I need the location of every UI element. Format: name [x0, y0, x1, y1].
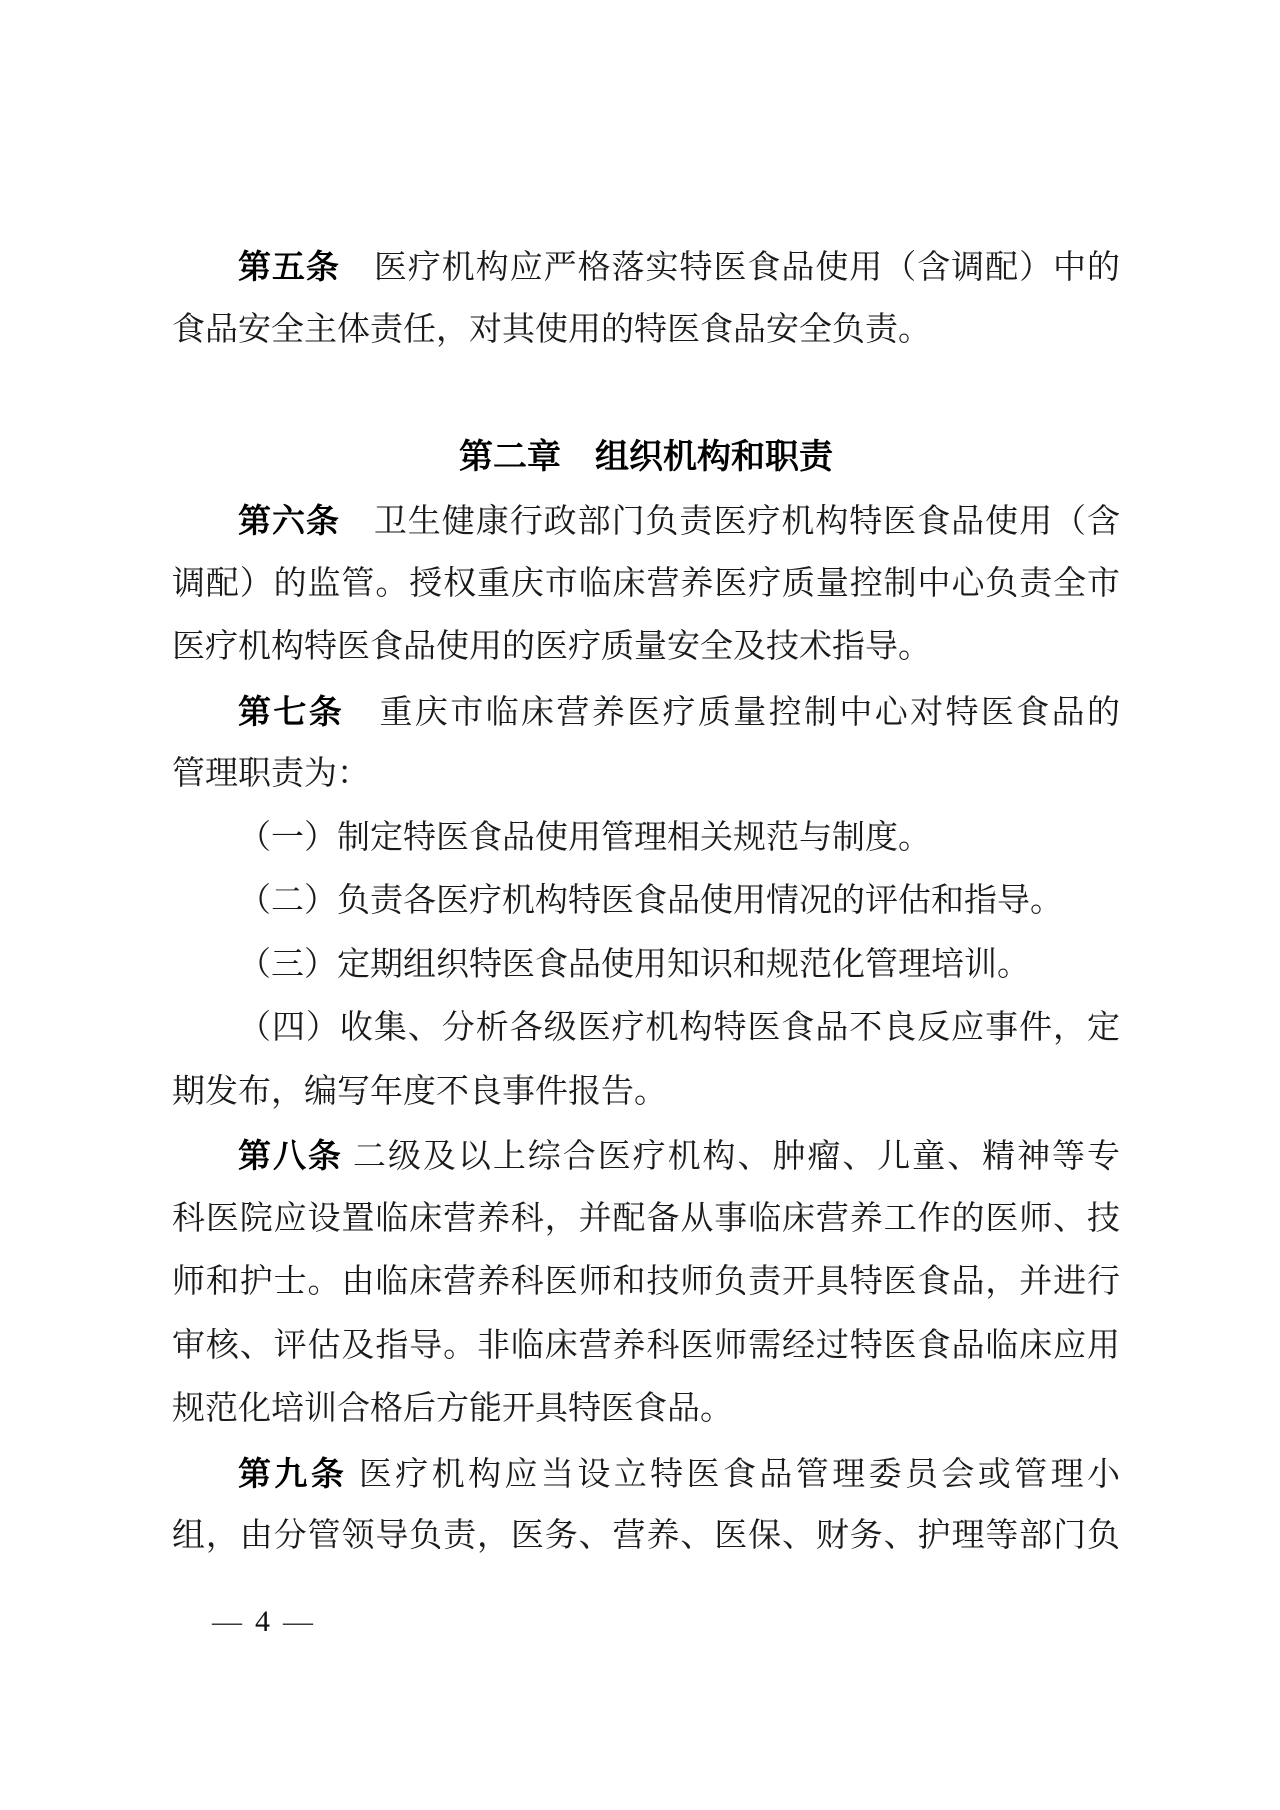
duty-item-1 [172, 807, 1120, 871]
article-8-line-5 [172, 1378, 1120, 1442]
footer-right-dash: — [283, 1605, 313, 1638]
article-8-text: 二级及以上综合医疗机构、肿瘤、儿童、精神等专 [342, 1139, 1120, 1175]
duty-item-2 [172, 870, 1120, 934]
article-9-opening-line [172, 1442, 1120, 1506]
article-7-text-2: 管理职责为： [172, 756, 370, 792]
page-number: 4 [255, 1605, 270, 1638]
article-8-opening-line [172, 1124, 1120, 1188]
article-9-line-2 [172, 1505, 1120, 1569]
article-6-text: 卫生健康行政部门负责医疗机构特医食品使用（含 [339, 504, 1120, 540]
duty-item-2-text: （二）负责各医疗机构特医食品使用情况的评估和指导。 [238, 883, 1063, 919]
article-7-number: 第七条 [238, 692, 345, 730]
article-8-line-2 [172, 1188, 1120, 1252]
article-5-number: 第五条 [238, 248, 340, 285]
article-8-text-4: 审核、评估及指导。非临床营养科医师需经过特医食品临床应用 [172, 1327, 1120, 1364]
chapter-2-heading: 第二章 组织机构和职责 [459, 437, 833, 476]
footer-left-dash: — [212, 1605, 242, 1638]
article-5-text: 医疗机构应严格落实特医食品使用（含调配）中的 [339, 250, 1120, 286]
duty-item-3-text: （三）定期组织特医食品使用知识和规范化管理培训。 [238, 946, 1030, 983]
article-7-opening-line [172, 680, 1120, 744]
article-9-text: 医疗机构应当设立特医食品管理委员会或管理小 [347, 1456, 1120, 1493]
page-footer [212, 1606, 313, 1638]
article-8-text-2: 科医院应设置临床营养科，并配备从事临床营养工作的医师、技 [172, 1200, 1120, 1237]
article-6-text-2: 调配）的监管。授权重庆市临床营养医疗质量控制中心负责全市 [172, 565, 1120, 602]
article-9-number: 第九条 [238, 1454, 348, 1492]
duty-item-4-line-1 [172, 997, 1120, 1061]
duty-item-3 [172, 934, 1120, 998]
article-7-text: 重庆市临床营养医疗质量控制中心对特医食品的 [344, 694, 1120, 731]
article-8-text-3: 师和护士。由临床营养科医师和技师负责开具特医食品，并进行 [172, 1264, 1120, 1300]
article-8-number: 第八条 [238, 1137, 343, 1174]
article-6-text-3: 医疗机构特医食品使用的医疗质量安全及技术指导。 [172, 629, 931, 665]
duty-item-4-text-2: 期发布，编写年度不良事件报告。 [172, 1073, 667, 1110]
duty-item-4-line-2 [172, 1061, 1120, 1125]
article-5-text-2: 食品安全主体责任，对其使用的特医食品安全负责。 [172, 311, 931, 348]
article-8-text-5: 规范化培训合格后方能开具特医食品。 [172, 1391, 733, 1427]
article-7-line-2 [172, 743, 1120, 807]
duty-item-1-text: （一）制定特医食品使用管理相关规范与制度。 [238, 819, 931, 856]
article-8-line-4 [172, 1315, 1120, 1379]
duty-item-4-text: （四）收集、分析各级医疗机构特医食品不良反应事件，定 [238, 1010, 1120, 1046]
article-6-line-2 [172, 553, 1120, 617]
document-body [172, 235, 1120, 1569]
article-6-line-3 [172, 616, 1120, 680]
article-5-line-2 [172, 299, 1120, 363]
article-6-opening-line [172, 489, 1120, 553]
article-6-number: 第六条 [238, 502, 340, 539]
article-8-line-3 [172, 1251, 1120, 1315]
article-5-opening-line [172, 235, 1120, 299]
article-9-text-2: 组，由分管领导负责，医务、营养、医保、财务、护理等部门负 [172, 1518, 1120, 1554]
